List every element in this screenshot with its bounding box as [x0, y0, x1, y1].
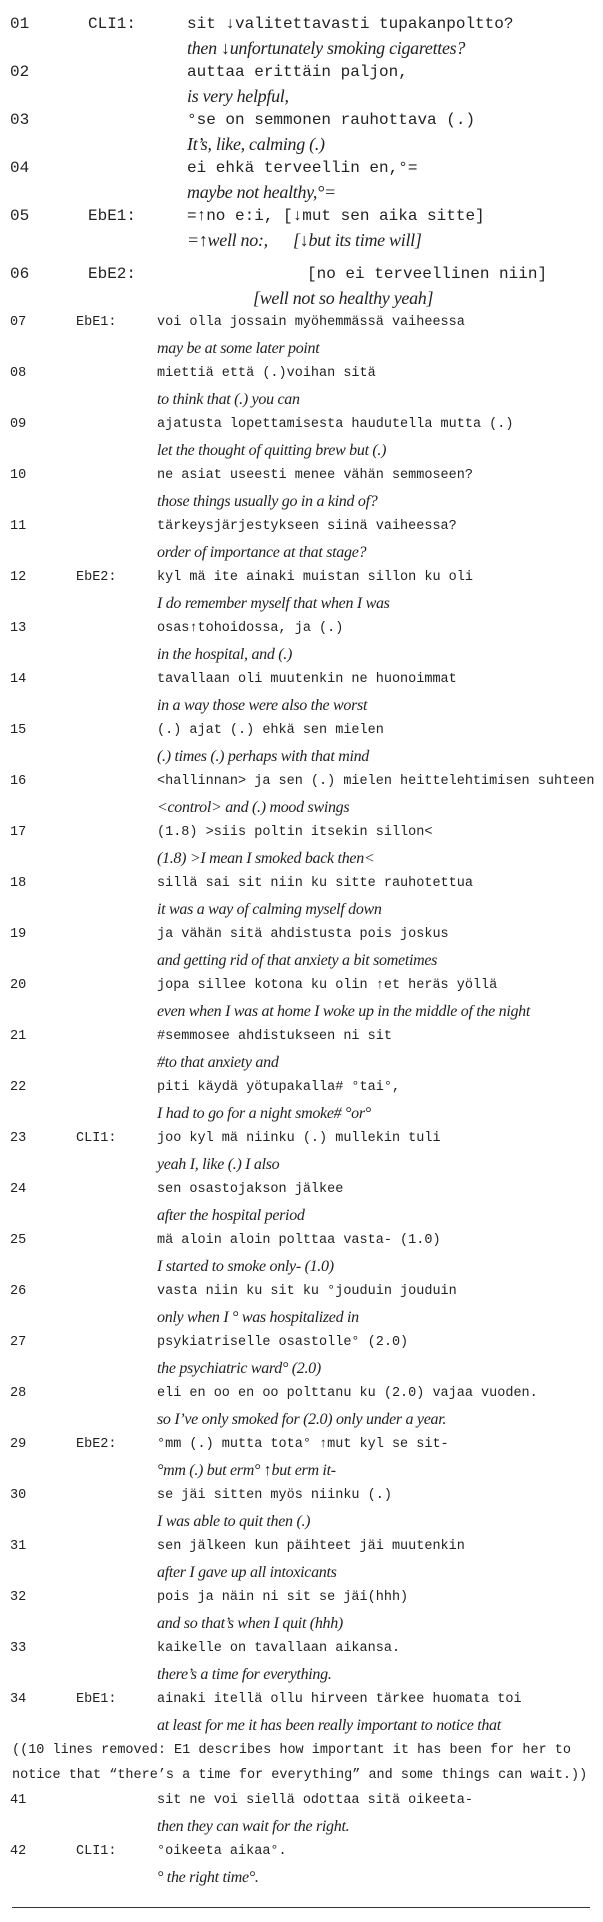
line-number: 09 [10, 417, 27, 432]
translation: even when I was at home I woke up in the middle of the night [157, 1003, 531, 1020]
translation: (.) times (.) perhaps with that mind [157, 748, 370, 765]
bottom-rule [12, 1907, 590, 1908]
original-utterance: pois ja näin ni sit se jäi(hhh) [157, 1590, 409, 1605]
speaker-label: EbE2: [76, 570, 117, 585]
translation: =↑well no:, [↓but its time will] [187, 230, 422, 250]
removed-lines-note: ((10 lines removed: E1 describes how important it has been for her to notice that “there’s a time for everything” and some things can wait.)) [12, 1743, 588, 1783]
line-number: 32 [10, 1590, 27, 1605]
line-number: 28 [10, 1386, 27, 1401]
speaker-label: EbE1: [76, 1692, 117, 1707]
transcript-line [0, 769, 603, 820]
transcript-line [0, 820, 603, 871]
original-utterance: [no ei terveellinen niin] [307, 265, 548, 283]
original-utterance: ainaki itellä ollu hirveen tärkee huomata toi [157, 1692, 522, 1707]
transcript-line [0, 1483, 603, 1534]
transcript-line [0, 156, 603, 204]
original-utterance: <hallinnan> ja sen (.) mielen heittelehtimisen suhteen [157, 774, 595, 789]
transcript-body [0, 310, 603, 1890]
line-number: 04 [10, 159, 30, 177]
original-utterance: vasta niin ku sit ku °jouduin jouduin [157, 1284, 457, 1299]
translation: order of importance at that stage? [157, 544, 367, 561]
original-utterance: ei ehkä terveellin en,°= [187, 159, 418, 177]
line-number: 15 [10, 723, 27, 738]
speaker-label: CLI1: [76, 1844, 117, 1859]
line-number: 03 [10, 111, 30, 129]
line-number: 24 [10, 1182, 27, 1197]
transcript-line [0, 667, 603, 718]
original-utterance: miettiä että (.)voihan sitä [157, 366, 376, 381]
transcript-line [0, 1075, 603, 1126]
translation: I started to smoke only- (1.0) [157, 1258, 334, 1275]
line-number: 20 [10, 978, 27, 993]
transcript-line [0, 1024, 603, 1075]
original-utterance: ja vähän sitä ahdistusta pois joskus [157, 927, 449, 942]
line-number: 10 [10, 468, 27, 483]
original-utterance: piti käydä yötupakalla# °tai°, [157, 1080, 401, 1095]
transcript-line [0, 60, 603, 108]
transcript-line [0, 1279, 603, 1330]
line-number: 27 [10, 1335, 27, 1350]
line-number: 29 [10, 1437, 27, 1452]
line-number: 16 [10, 774, 27, 789]
line-number: 41 [10, 1793, 27, 1808]
transcript-line [0, 565, 603, 616]
translation: in a way those were also the worst [157, 697, 368, 714]
line-number: 06 [10, 265, 30, 283]
transcript-line [0, 1177, 603, 1228]
transcript-line [0, 108, 603, 156]
original-utterance: kaikelle on tavallaan aikansa. [157, 1641, 401, 1656]
line-number: 18 [10, 876, 27, 891]
line-number: 42 [10, 1844, 27, 1859]
original-utterance: =↑no e:i, [↓mut sen aika sitte] [187, 207, 485, 225]
translation: °mm (.) but erm° ↑but erm it- [157, 1462, 336, 1479]
original-utterance: osas↑tohoidossa, ja (.) [157, 621, 344, 636]
line-number: 33 [10, 1641, 27, 1656]
translation: #to that anxiety and [157, 1054, 279, 1071]
translation: (1.8) >I mean I smoked back then< [157, 850, 375, 867]
original-utterance: sillä sai sit niin ku sitte rauhotettua [157, 876, 473, 891]
original-utterance: tavallaan oli muutenkin ne huonoimmat [157, 672, 457, 687]
original-utterance: °se on semmonen rauhottava (.) [187, 111, 476, 129]
translation: I had to go for a night smoke# °or° [157, 1105, 371, 1122]
original-utterance: eli en oo en oo polttanu ku (2.0) vajaa vuoden. [157, 1386, 538, 1401]
translation: ° the right time°. [157, 1869, 259, 1886]
transcript-end-rows [0, 1788, 603, 1890]
line-number: 25 [10, 1233, 27, 1248]
translation: I do remember myself that when I was [157, 595, 390, 612]
speaker-label: CLI1: [88, 15, 137, 33]
original-utterance: ne asiat useesti menee vähän semmoseen? [157, 468, 473, 483]
translation: [well not so healthy yeah] [253, 288, 434, 308]
line-number: 21 [10, 1029, 27, 1044]
line-number: 02 [10, 63, 30, 81]
transcript-line [0, 1330, 603, 1381]
translation: let the thought of quitting brew but (.) [157, 442, 387, 459]
translation: may be at some later point [157, 340, 320, 357]
original-utterance: psykiatriselle osastolle° (2.0) [157, 1335, 409, 1350]
line-number: 34 [10, 1692, 27, 1707]
translation: only when I ° was hospitalized in [157, 1309, 359, 1326]
translation: then ↓unfortunately smoking cigarettes? [187, 38, 466, 58]
transcript-line [0, 616, 603, 667]
original-utterance: °mm (.) mutta tota° ↑mut kyl se sit- [157, 1437, 449, 1452]
line-number: 05 [10, 207, 30, 225]
original-utterance: (.) ajat (.) ehkä sen mielen [157, 723, 384, 738]
transcript-line [0, 12, 603, 60]
line-number: 12 [10, 570, 27, 585]
line-number: 13 [10, 621, 27, 636]
transcript-line [0, 1126, 603, 1177]
original-utterance: se jäi sitten myös niinku (.) [157, 1488, 392, 1503]
speaker-label: CLI1: [76, 1131, 117, 1146]
original-utterance: tärkeysjärjestykseen siinä vaiheessa? [157, 519, 457, 534]
line-number: 14 [10, 672, 27, 687]
original-utterance: (1.8) >siis poltin itsekin sillon< [157, 825, 433, 840]
translation: it was a way of calming myself down [157, 901, 382, 918]
transcript-line [0, 412, 603, 463]
original-utterance: ajatusta lopettamisesta haudutella mutta (.) [157, 417, 514, 432]
translation: and getting rid of that anxiety a bit sometimes [157, 952, 438, 969]
line-number: 07 [10, 315, 27, 330]
speaker-label: EbE2: [76, 1437, 117, 1452]
original-utterance: joo kyl mä niinku (.) mullekin tuli [157, 1131, 441, 1146]
translation: maybe not healthy,°= [187, 182, 336, 202]
transcript-line [0, 1432, 603, 1483]
original-utterance: sit ↓valitettavasti tupakanpoltto? [187, 15, 514, 33]
translation: at least for me it has been really important to notice that [157, 1717, 501, 1734]
transcript-rows [0, 310, 603, 1738]
line-number: 31 [10, 1539, 27, 1554]
original-utterance: kyl mä ite ainaki muistan sillon ku oli [157, 570, 473, 585]
line-number: 17 [10, 825, 27, 840]
translation: I was able to quit then (.) [157, 1513, 311, 1530]
translation: after the hospital period [157, 1207, 305, 1224]
transcript-line [0, 1585, 603, 1636]
original-utterance: auttaa erittäin paljon, [187, 63, 408, 81]
original-utterance: #semmosee ahdistukseen ni sit [157, 1029, 392, 1044]
translation: there’s a time for everything. [157, 1666, 332, 1683]
line-number: 22 [10, 1080, 27, 1095]
speaker-label: EbE1: [76, 315, 117, 330]
transcript-line [0, 1788, 603, 1839]
original-utterance: sit ne voi siellä odottaa sitä oikeeta- [157, 1793, 473, 1808]
translation: is very helpful, [187, 86, 289, 106]
original-utterance: voi olla jossain myöhemmässä vaiheessa [157, 315, 465, 330]
original-utterance: mä aloin aloin polttaa vasta- (1.0) [157, 1233, 441, 1248]
transcript-line [0, 514, 603, 565]
line-number: 08 [10, 366, 27, 381]
transcript-line [0, 262, 603, 310]
line-number: 30 [10, 1488, 27, 1503]
translation: <control> and (.) mood swings [157, 799, 350, 816]
translation: the psychiatric ward° (2.0) [157, 1360, 321, 1377]
original-utterance: sen osastojakson jälkee [157, 1182, 344, 1197]
transcript-line [0, 973, 603, 1024]
transcript-line [0, 1636, 603, 1687]
transcript-line [0, 361, 603, 412]
line-number: 19 [10, 927, 27, 942]
line-number: 01 [10, 15, 30, 33]
translation: and so that’s when I quit (hhh) [157, 1615, 343, 1632]
translation: It’s, like, calming (.) [187, 134, 325, 154]
transcript-line [0, 1534, 603, 1585]
translation: so I’ve only smoked for (2.0) only under a year. [157, 1411, 447, 1428]
transcript-line [0, 1228, 603, 1279]
transcript-line [0, 463, 603, 514]
translation: after I gave up all intoxicants [157, 1564, 337, 1581]
original-utterance: sen jälkeen kun päihteet jäi muutenkin [157, 1539, 465, 1554]
translation: in the hospital, and (.) [157, 646, 293, 663]
transcript-line [0, 1839, 603, 1890]
original-utterance: °oikeeta aikaa°. [157, 1844, 287, 1859]
transcript-line [0, 1381, 603, 1432]
speaker-label: EbE1: [88, 207, 137, 225]
original-utterance: jopa sillee kotona ku olin ↑et heräs yöllä [157, 978, 498, 993]
translation: then they can wait for the right. [157, 1818, 350, 1835]
translation: to think that (.) you can [157, 391, 300, 408]
transcript-line [0, 310, 603, 361]
line-number: 26 [10, 1284, 27, 1299]
transcript-line [0, 871, 603, 922]
transcript-opening [0, 12, 603, 310]
transcript-line [0, 204, 603, 252]
translation: yeah I, like (.) I also [157, 1156, 280, 1173]
transcript-line [0, 718, 603, 769]
speaker-label: EbE2: [88, 265, 137, 283]
transcript-line [0, 922, 603, 973]
line-number: 23 [10, 1131, 27, 1146]
transcript-line [0, 1687, 603, 1738]
line-number: 11 [10, 519, 27, 534]
translation: those things usually go in a kind of? [157, 493, 378, 510]
